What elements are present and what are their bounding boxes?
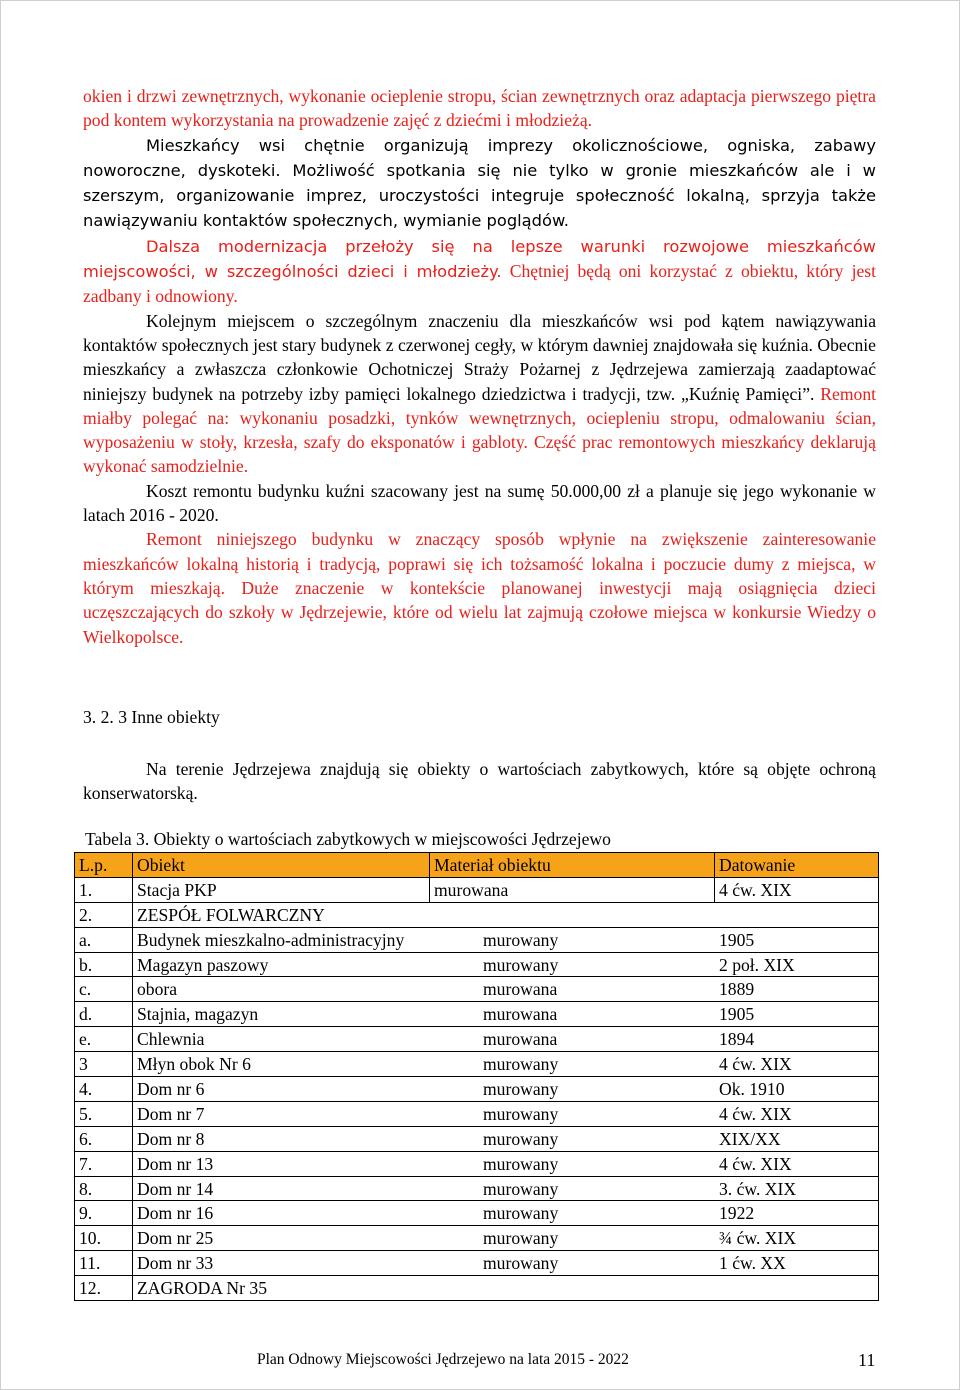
cell-details xyxy=(133,1201,879,1226)
cell-material: murowany xyxy=(483,1153,559,1174)
paragraph-events xyxy=(83,133,876,234)
header-object: Obiekt xyxy=(133,853,430,878)
cell-lp: 6. xyxy=(75,1126,133,1151)
table-row xyxy=(75,1126,879,1151)
cell-object: Dom nr 8 xyxy=(137,1128,205,1149)
header-material: Materiał obiektu xyxy=(430,853,715,878)
cell-details xyxy=(133,1226,879,1251)
cell-details xyxy=(133,1002,879,1027)
header-lp: L.p. xyxy=(75,853,133,878)
table-row xyxy=(75,1226,879,1251)
table-row xyxy=(75,902,879,927)
section-intro: Na terenie Jędrzejewa znajdują się obiekty o wartościach zabytkowych, które są objęte ochroną konserwatorską. xyxy=(83,759,876,804)
cell-dating: XIX/XX xyxy=(719,1128,781,1149)
cell-object: Dom nr 13 xyxy=(137,1153,214,1174)
cell-object: Budynek mieszkalno-administracyjny xyxy=(137,929,405,950)
cell-dating: 1894 xyxy=(719,1029,755,1050)
cell-object: obora xyxy=(137,979,178,1000)
cell-object: Dom nr 25 xyxy=(137,1228,214,1249)
cell-object: Dom nr 7 xyxy=(137,1103,205,1124)
cell-object: Dom nr 6 xyxy=(137,1078,205,1099)
cell-details xyxy=(133,927,879,952)
cell-lp: 5. xyxy=(75,1101,133,1126)
cell-details xyxy=(133,977,879,1002)
cell-details xyxy=(133,1126,879,1151)
table-row xyxy=(75,1027,879,1052)
cell-lp: 10. xyxy=(75,1226,133,1251)
cell-material: murowany xyxy=(483,1103,559,1124)
cell-material: murowany xyxy=(483,1253,559,1274)
cell-details xyxy=(133,1052,879,1077)
cell-dating: 4 ćw. XIX xyxy=(715,877,879,902)
cell-dating: 4 ćw. XIX xyxy=(719,1103,792,1124)
cell-group-title: ZESPÓŁ FOLWARCZNY xyxy=(133,902,879,927)
cell-lp: 4. xyxy=(75,1077,133,1102)
cell-material: murowana xyxy=(483,1029,558,1050)
table-caption: Tabela 3. Obiekty o wartościach zabytkowych w miejscowości Jędrzejewo xyxy=(85,829,611,849)
cell-dating: 1922 xyxy=(719,1203,755,1224)
cell-material: murowany xyxy=(483,1178,559,1199)
forge-renovation-text: Remont miałby polegać na: wykonaniu posadzki, tynków wewnętrznych, ociepleniu stropu, odmalowaniu ścian, wyposażeniu w stoły, krzesła, szafy do eksponatów i gabloty. Część prac remontowych mieszkańcy deklarują wykonać samodzielnie. xyxy=(83,383,876,477)
cell-material: murowana xyxy=(483,1004,558,1025)
body-text xyxy=(83,84,876,649)
table-row xyxy=(75,1201,879,1226)
cell-lp: 3 xyxy=(75,1052,133,1077)
paragraph-impact: Remont niniejszego budynku w znaczący sposób wpłynie na zwiększenie zainteresowanie mieszkańców lokalną historią i tradycją, poprawi się ich tożsamość lokalna i poczucie dumy z miejsca, w którym mieszkają. Duże znaczenie w kontekście planowanej inwestycji mają osiągnięcia dzieci uczęszczających do szkoły w Jędrzejewie, które od wielu lat zajmują czołowe miejsca w konkursie Wiedzy o Wielkopolsce. xyxy=(83,529,876,647)
paragraph-modernization xyxy=(83,234,876,309)
table-row xyxy=(75,1002,879,1027)
cell-material: murowany xyxy=(483,954,559,975)
cell-lp: 2. xyxy=(75,902,133,927)
heritage-objects-table xyxy=(74,852,879,1301)
paragraph-cost: Koszt remontu budynku kuźni szacowany jest na sumę 50.000,00 zł a planuje się jego wykonanie w latach 2016 - 2020. xyxy=(83,480,876,526)
cell-details xyxy=(133,952,879,977)
cell-dating: 4 ćw. XIX xyxy=(719,1054,792,1075)
cell-group-title: ZAGRODA Nr 35 xyxy=(133,1276,879,1301)
cell-dating: 2 poł. XIX xyxy=(719,954,795,975)
cell-lp: 12. xyxy=(75,1276,133,1301)
cell-material: murowana xyxy=(483,979,558,1000)
cell-material: murowany xyxy=(483,929,559,950)
cell-dating: 3. ćw. XIX xyxy=(719,1178,797,1199)
forge-text: Kolejnym miejscem o szczególnym znaczeniu dla mieszkańców wsi pod kątem nawiązywania kontaktów społecznych jest stary budynek z czerwonej cegły, w którym dawniej znajdowała się kuźnia. Obecnie mieszkańcy a zwłaszcza członkowie Ochotniczej Straży Pożarnej z Jędrzejewa zamierzają zaadaptować niniejszy budynek na potrzeby izby pamięci lokalnego dziedzictwa i tradycji, tzw. „Kuźnię Pamięci”. xyxy=(83,310,876,404)
modernization-text-2: Chętniej będą oni korzystać z obiektu, który jest zadbany i odnowiony. xyxy=(83,261,877,307)
table-row xyxy=(75,1101,879,1126)
cell-object: Stacja PKP xyxy=(133,877,430,902)
table-row xyxy=(75,927,879,952)
cell-lp: d. xyxy=(75,1002,133,1027)
table-row xyxy=(75,1077,879,1102)
cell-material: murowany xyxy=(483,1128,559,1149)
cell-dating: 1905 xyxy=(719,929,755,950)
modernization-text: Dalsza modernizacja przełoży się na lepsze warunki rozwojowe mieszkańców miejscowości, w szczególności dzieci i młodzieży. xyxy=(83,236,876,282)
footer-title: Plan Odnowy Miejscowości Jędrzejewo na lata 2015 - 2022 xyxy=(257,1351,629,1368)
table-sub-rows xyxy=(75,927,879,1275)
cell-object: Dom nr 16 xyxy=(137,1203,214,1224)
cell-dating: 4 ćw. XIX xyxy=(719,1153,792,1174)
cell-details xyxy=(133,1151,879,1176)
cell-object: Młyn obok Nr 6 xyxy=(137,1054,251,1075)
cell-dating: 1905 xyxy=(719,1004,755,1025)
cell-lp: a. xyxy=(75,927,133,952)
cell-object: Dom nr 14 xyxy=(137,1178,214,1199)
table-row xyxy=(75,1276,879,1301)
cell-lp: 7. xyxy=(75,1151,133,1176)
cell-lp: b. xyxy=(75,952,133,977)
cell-details xyxy=(133,1027,879,1052)
cell-lp: e. xyxy=(75,1027,133,1052)
cell-material: murowana xyxy=(430,877,715,902)
table-row xyxy=(75,1151,879,1176)
cell-details xyxy=(133,1176,879,1201)
page-number: 11 xyxy=(858,1350,876,1370)
cell-material: murowany xyxy=(483,1078,559,1099)
events-text: Mieszkańcy wsi chętnie organizują imprezy okolicznościowe, ogniska, zabawy noworoczne, dyskoteki. xyxy=(83,135,876,180)
cell-object: Stajnia, magazyn xyxy=(137,1004,259,1025)
cell-lp: 1. xyxy=(75,877,133,902)
paragraph-renovation-end: okien i drzwi zewnętrznych, wykonanie ocieplenie stropu, ścian zewnętrznych oraz adaptacja pierwszego piętra pod kontem wykorzystania na prowadzenie zajęć z dziećmi i młodzieżą. xyxy=(83,86,876,131)
cell-lp: c. xyxy=(75,977,133,1002)
header-dating: Datowanie xyxy=(715,853,879,878)
paragraph-forge xyxy=(83,309,876,479)
table-row xyxy=(75,952,879,977)
cell-object: Chlewnia xyxy=(137,1029,205,1050)
cell-object: Dom nr 33 xyxy=(137,1253,214,1274)
cell-dating: Ok. 1910 xyxy=(719,1078,785,1099)
table-row xyxy=(75,877,879,902)
table-row xyxy=(75,1251,879,1276)
table-row xyxy=(75,977,879,1002)
table-header-row xyxy=(75,853,879,878)
cell-lp: 8. xyxy=(75,1176,133,1201)
cell-material: murowany xyxy=(483,1228,559,1249)
cell-details xyxy=(133,1101,879,1126)
cell-details xyxy=(133,1077,879,1102)
table-row xyxy=(75,1052,879,1077)
meeting-text: Możliwość spotkania się nie tylko w gronie mieszkańców ale i w szerszym, organizowanie imprez, uroczystości integruje społeczność lokalną, sprzyja także nawiązywaniu kontaktów społecznych, wymianie poglądów. xyxy=(83,160,876,231)
cell-material: murowany xyxy=(483,1203,559,1224)
cell-details xyxy=(133,1251,879,1276)
cell-material: murowany xyxy=(483,1054,559,1075)
cell-lp: 9. xyxy=(75,1201,133,1226)
cell-lp: 11. xyxy=(75,1251,133,1276)
cell-dating: 1 ćw. XX xyxy=(719,1253,786,1274)
cell-dating: ¾ ćw. XIX xyxy=(719,1228,797,1249)
table-row xyxy=(75,1176,879,1201)
section-heading: 3. 2. 3 Inne obiekty xyxy=(83,707,220,727)
cell-dating: 1889 xyxy=(719,979,755,1000)
cell-object: Magazyn paszowy xyxy=(137,954,269,975)
